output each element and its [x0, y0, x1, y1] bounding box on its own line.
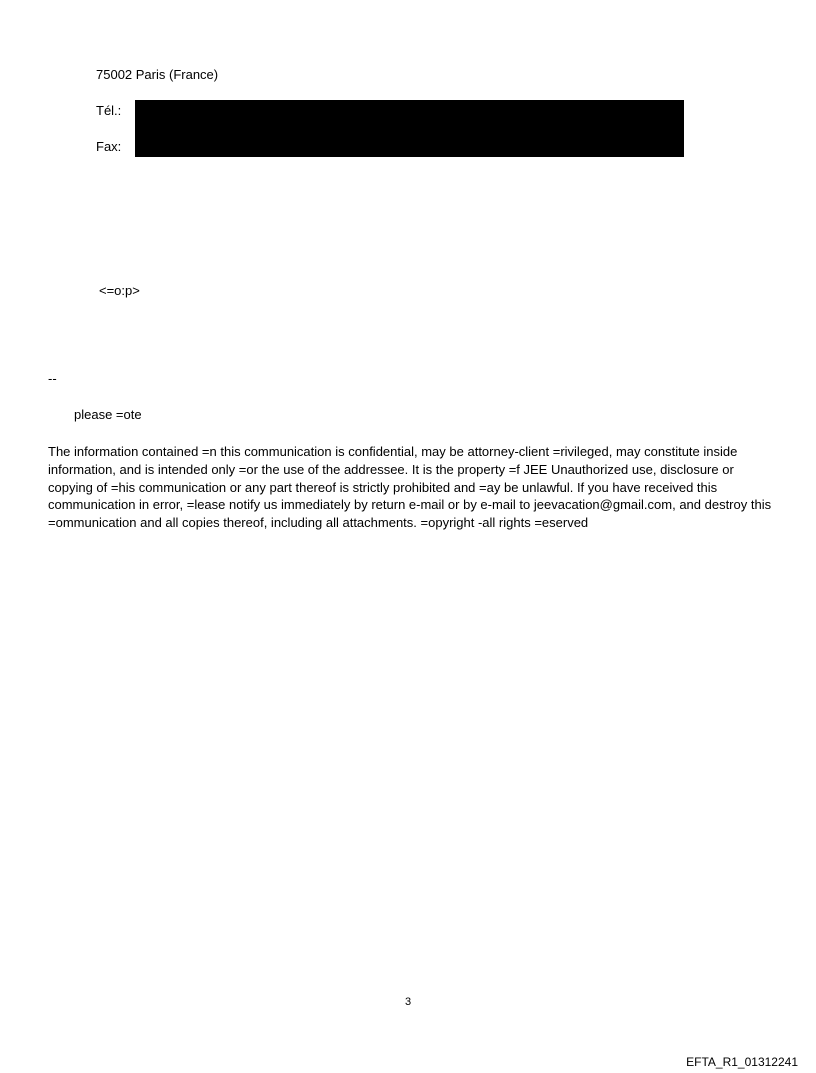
note-heading: please =ote: [74, 407, 142, 422]
address-line: 75002 Paris (France): [96, 67, 219, 82]
tel-label: Tél.:: [96, 103, 122, 118]
markup-artifact: <=o:p>: [99, 283, 140, 298]
page-number: 3: [404, 996, 412, 1008]
document-id: EFTA_R1_01312241: [686, 1055, 798, 1069]
confidentiality-disclaimer: The information contained =n this communication is confidential, may be attorney-client =rivileged, may constitute inside information, and is intended only =or the use of the addressee. It is the property =f JEE Unauthorized use, disclosure or copying of =his communication or any part thereof is strictly prohibited and =ay be unlawful. If you have received this communication in error, =lease notify us immediately by return e-mail or by e-mail to jeevacation@gmail.com, and destroy this =ommunication and all copies thereof, including all attachments. =opyright -all rights =eserved: [48, 444, 772, 531]
signature-separator: --: [48, 371, 57, 386]
fax-label: Fax:: [96, 139, 122, 154]
redaction-block: [135, 100, 684, 157]
